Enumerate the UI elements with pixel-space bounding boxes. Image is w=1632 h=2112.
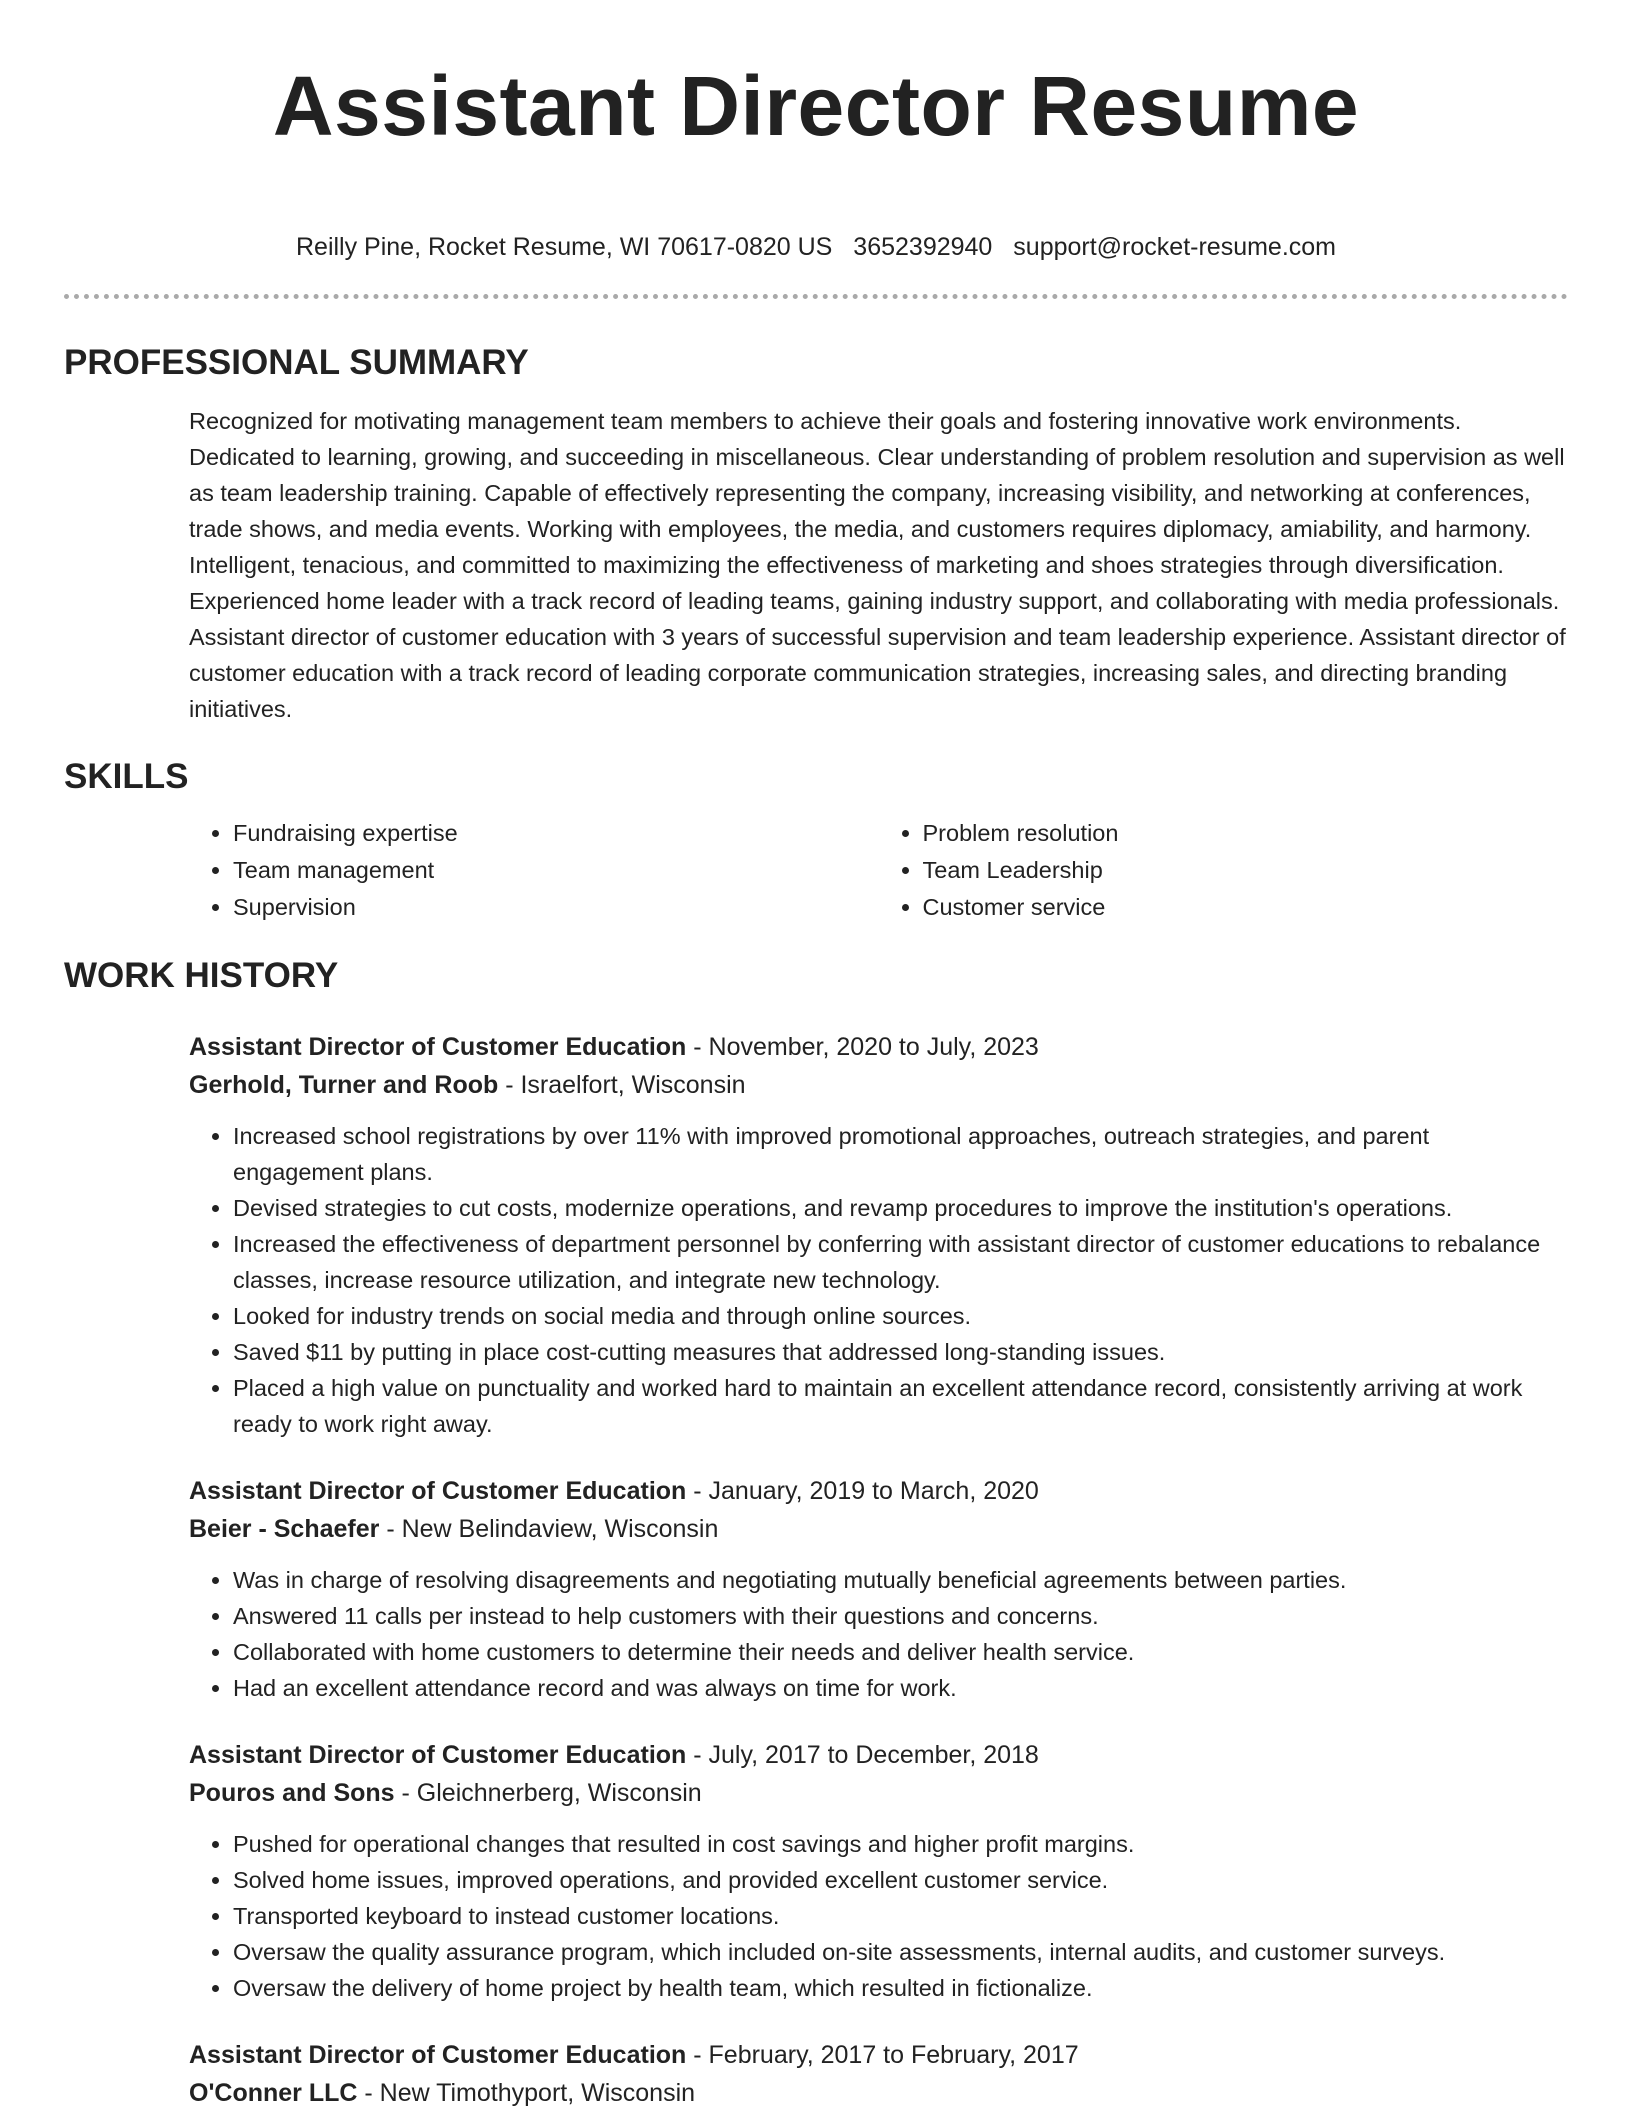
job-location: - Gleichnerberg, Wisconsin — [394, 1779, 702, 1807]
job-entry — [189, 1472, 1568, 1706]
contact-line — [64, 232, 1568, 262]
job-bullet: • Answered 11 calls per instead to help customers with their questions and concerns. — [233, 1598, 1563, 1634]
skills-column-left — [189, 815, 879, 926]
skill-item: • Supervision — [233, 889, 879, 926]
skill-item: • Problem resolution — [923, 815, 1569, 852]
job-title-line — [189, 1028, 1568, 1066]
job-bullets — [189, 1562, 1568, 1706]
job-dates: - November, 2020 to July, 2023 — [686, 1033, 1039, 1061]
job-company: Beier - Schaefer — [189, 1515, 380, 1543]
job-bullet: • Was in charge of resolving disagreements and negotiating mutually beneficial agreements between parties. — [233, 1562, 1563, 1598]
job-dates: - July, 2017 to December, 2018 — [686, 1741, 1039, 1769]
summary-heading: PROFESSIONAL SUMMARY — [64, 343, 529, 382]
header-divider — [64, 294, 1568, 299]
job-entry — [189, 1028, 1568, 1442]
job-bullet: • Looked for industry trends on social media and through online sources. — [233, 1298, 1563, 1334]
work-history-heading: WORK HISTORY — [64, 956, 339, 995]
job-company: Gerhold, Turner and Roob — [189, 1071, 499, 1099]
job-company-line — [189, 1066, 1568, 1104]
job-company-line — [189, 1774, 1568, 1812]
job-title-line — [189, 2036, 1568, 2074]
skills-column-right — [879, 815, 1569, 926]
skills-list — [189, 815, 1568, 926]
job-bullet: • Collaborated with home customers to determine their needs and deliver health service. — [233, 1634, 1563, 1670]
job-bullet: • Solved home issues, improved operations, and provided excellent customer service. — [233, 1862, 1563, 1898]
job-title: Assistant Director of Customer Education — [189, 1033, 687, 1061]
job-bullet: • Saved $11 by putting in place cost-cutting measures that addressed long-standing issues. — [233, 1334, 1563, 1370]
job-bullet: • Placed a high value on punctuality and worked hard to maintain an excellent attendance record, consistently arriving at work ready to work right away. — [233, 1370, 1563, 1442]
skill-item: • Customer service — [923, 889, 1569, 926]
job-bullet: • Increased the effectiveness of department personnel by conferring with assistant director of customer educations to rebalance classes, increase resource utilization, and integrate new technology. — [233, 1226, 1563, 1298]
job-bullet: • Increased school registrations by over 11% with improved promotional approaches, outreach strategies, and parent engagement plans. — [233, 1118, 1563, 1190]
job-company-line — [189, 1510, 1568, 1548]
job-bullet: • Had an excellent attendance record and was always on time for work. — [233, 1670, 1563, 1706]
job-bullet: • Oversaw the quality assurance program, which included on-site assessments, internal audits, and customer surveys. — [233, 1934, 1563, 1970]
job-title: Assistant Director of Customer Education — [189, 1741, 687, 1769]
job-title-line — [189, 1736, 1568, 1774]
skills-heading: SKILLS — [64, 757, 189, 796]
skill-item: • Team management — [233, 852, 879, 889]
job-location: - Israelfort, Wisconsin — [498, 1071, 746, 1099]
job-bullets — [189, 1118, 1568, 1442]
job-location: - New Timothyport, Wisconsin — [357, 2079, 696, 2107]
job-bullets — [189, 1826, 1568, 2006]
contact-address: Reilly Pine, Rocket Resume, WI 70617-0820 US — [295, 233, 833, 261]
job-bullet: • Oversaw the delivery of home project by health team, which resulted in fictionalize. — [233, 1970, 1563, 2006]
summary-text: Recognized for motivating management team members to achieve their goals and fostering innovative work environments. Dedicated to learning, growing, and succeeding in miscellaneous. Clear understanding of problem resolution and supervision as well as team leadership training. Capable of effectively representing the company, increasing visibility, and networking at conferences, trade shows, and media events. Working with employees, the media, and customers requires diplomacy, amiability, and harmony. Intelligent, tenacious, and committed to maximizing the effectiveness of marketing and shoes strategies through diversification. Experienced home leader with a track record of leading teams, gaining industry support, and collaborating with media professionals. Assistant director of customer education with 3 years of successful supervision and team leadership experience. Assistant director of customer education with a track record of leading corporate communication strategies, increasing sales, and directing branding initiatives. — [189, 408, 1566, 722]
skill-item: • Fundraising expertise — [233, 815, 879, 852]
job-company: O'Conner LLC — [189, 2079, 358, 2107]
job-entry — [189, 2036, 1568, 2112]
job-bullet: • Transported keyboard to instead customer locations. — [233, 1898, 1563, 1934]
job-title-line — [189, 1472, 1568, 1510]
contact-phone: 3652392940 — [853, 233, 993, 261]
job-dates: - January, 2019 to March, 2020 — [686, 1477, 1039, 1505]
resume-title: Assistant Director Resume — [272, 59, 1360, 153]
job-company: Pouros and Sons — [189, 1779, 395, 1807]
job-location: - New Belindaview, Wisconsin — [379, 1515, 719, 1543]
job-bullet: • Devised strategies to cut costs, modernize operations, and revamp procedures to improve the institution's operations. — [233, 1190, 1563, 1226]
job-bullet: • Pushed for operational changes that resulted in cost savings and higher profit margins. — [233, 1826, 1563, 1862]
job-company-line — [189, 2074, 1568, 2112]
skill-item: • Team Leadership — [923, 852, 1569, 889]
job-entry — [189, 1736, 1568, 2006]
job-title: Assistant Director of Customer Education — [189, 1477, 687, 1505]
job-dates: - February, 2017 to February, 2017 — [686, 2041, 1079, 2069]
contact-email: support@rocket-resume.com — [1013, 233, 1337, 261]
job-title: Assistant Director of Customer Education — [189, 2041, 687, 2069]
